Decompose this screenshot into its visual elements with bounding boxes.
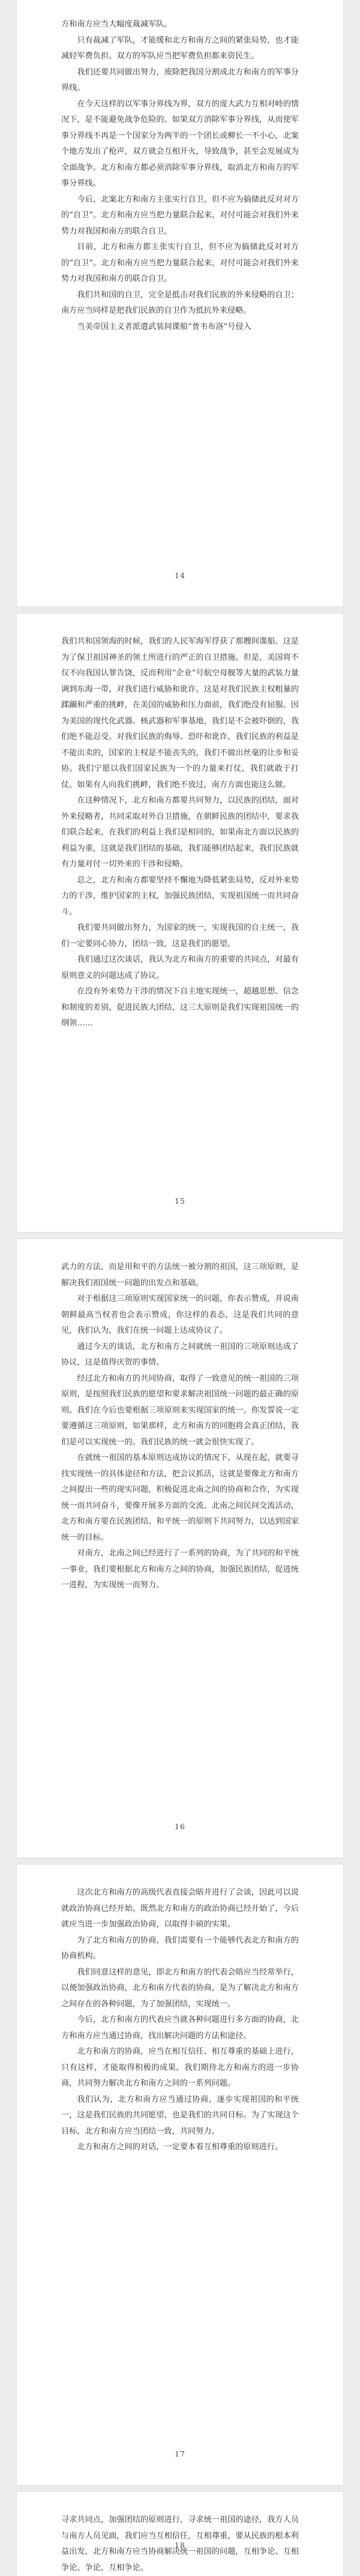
- paragraph: 今后，北方和南方的代表应当就各种问题进行多方面的协商，北方和南方应当通过协商，找出解决问题的方法和途径。: [61, 2015, 299, 2041]
- paragraph: 我们同意这样的意见，即北方和南方的代表会晤应当经常举行，以便加强政治协商，北方和南方代表的协商，是为了解决北方和南方之间存在的各种问题，为了加强团结，实现统一。: [61, 1967, 299, 2009]
- paragraph: 只有裁减了军队，才能缓和北方和南方之间的紧张局势，也才能减轻军费负担。双方的军队应当把军费负担都来资民生。: [61, 35, 299, 61]
- document-page: [17, 0, 343, 606]
- page-number: 17: [175, 2449, 185, 2458]
- paragraph: 寻求共同点，加强团结的原则进行，寻求统一祖国的途径，我方人员与南方人员见面，我们应当互相信任，互相尊重，要从民族的根本利益出发，北方和南方应当协商解决统一祖国的问题，互相争论、互相争论、争论，互相争论。: [61, 2515, 299, 2572]
- paragraph: 我们还要共同做出努力，废除把我国分割成北方和南方的军事分界线。: [61, 67, 299, 92]
- paragraph: 我们要共同做出努力，为国家的统一，实现我国的自主统一，我们一定要同心协力，团结一致，这是我们的愿望。: [61, 923, 299, 949]
- paragraph: 目前，北方和南方都主张实行自卫，但不应为搞储此反对对方的“自卫”。北方和南方应当把力量联合起来，对付可能会对我们外来势力对我国和南方的联合自卫。: [61, 243, 299, 283]
- paragraph: 对南方，北南之间已经进行了一系列的协商，为了共同的和平统一事业，我们要根据北方和南方之间的协商，加强民族团结，促进统一进程，为实现统一而努力。: [61, 1549, 299, 1590]
- paragraph: 总之，北方和南方都要坚持不懈地为降低紧张局势，反对外来势力的干涉，维护国家的主权，加强民族团结，实现祖国统一而共同奋斗。: [61, 875, 299, 917]
- paragraph: 通过今天的谈话，北方和南方之间就统一祖国的三项原则达成了协议，这是值得庆贺的事情。: [61, 1342, 299, 1367]
- paragraph: 当美帝国主义者派遣武装间谍船“普韦布洛”号侵入: [77, 322, 251, 331]
- paragraph: 在今天这样的以军事分界线为界，双方的庞大武力互相对峙的情况下，是不能避免战争危险的。如果双方消除军事分界线，从而使军事分界线不再是一个国家分为两半的一个团长或柳长一不小心，北案个地方发出了枪声，双方就会互相开火，导致战争，甚至会发展成为全面战争。北方和南方都必须消除军事分界线，取消北方和南方的军事分界线。: [61, 99, 299, 188]
- paragraph: 对于根据这三项原则实现国家统一的问题，你表示赞成，并说南朝鲜最高当权者也会表示赞成，你这样的表态，这是我们共同的意见，我们认为，我们在统一问题上达成协议了。: [61, 1294, 299, 1335]
- paragraph: 今后，北案北方和南方主张实行自卫，但不应为搞储此反对对方的“自卫”。北方和南方应当把力量联合起来，对付可能会对我们外来势力对我国和南方的联合自卫。: [61, 195, 299, 236]
- document-page: [17, 1239, 343, 1857]
- paragraph: 为了北方和南方的协商，我们需要有一个能够代表北方和南方的协商机构。: [61, 1935, 299, 1961]
- paragraph: 在没有外来势力干涉的情况下自主地实现统一，超越思想、信念和制度的差别，促进民族大团结，这三大原则是我们实现祖国统一的纲领……: [61, 987, 299, 1028]
- paragraph: 我们共和国的自卫，完全是抵击对我们民族的外来侵略的自卫；南方应当同样是把我们民族的自卫作为抵抗外来侵略。: [61, 290, 299, 315]
- page-number: 15: [175, 1196, 185, 1205]
- page-number: 14: [175, 571, 185, 580]
- paragraph: 在就统一祖国的基本原则达成协议的情况下，从现在起，就要寻找实现统一的具体途径和方法，把会议抓活，这就是要像北方和南方之间提出一些的现实问题，积极促进北南之间的协商和合作，为实现统一而共同奋斗，要像开展多方面的交流、北南之间民间交流活动，北方和南方要在民族团结、和平统一的原则下共同努力，以达到国家统一的目标。: [61, 1453, 299, 1542]
- paragraph: 我们通过这次谈话，我认为北方和南方的重要的共同点，对最有原则意义的问题达成了协议。: [61, 955, 299, 980]
- document-page: [17, 2492, 343, 2576]
- paragraph: 方和南方应当大幅度裁减军队。: [61, 20, 172, 29]
- page-number: 18: [175, 2541, 185, 2550]
- paragraph: 北方和南方之间的对话，一定要本着互相尊重的原则进行。: [77, 2143, 283, 2152]
- paragraph: 这次北方和南方的高级代表直接会晤并进行了会谈，因此可以说就政治协商已经开始。既然北方和南方的政治协商已经开始了，今后就应当进一步加强政治协商，以取得丰硕的实果。: [61, 1888, 299, 1929]
- paragraph: 北方和南方的协商，应当在相互信任、相互尊重的基础上进行，只有这样，才能取得积极的成果。我们期待北方和南方的进一步协商，共同努力解决北方和南方之间的一系列问题。: [61, 2047, 299, 2088]
- paragraph: 武力的方法，而是用和平的方法统一被分割的祖国，这三项原则，是解决我们祖国统一问题的出发点和基础。: [61, 1262, 299, 1288]
- document-page: [17, 1865, 343, 2485]
- page-number: 16: [175, 1822, 185, 1831]
- paragraph: 在这种情况下，北方和南方都要共同努力，以民族的团结，面对外来侵略者，共同采取对外自卫措施，在朝鲜民族的团结中，要求我们联合起来，在我们的利益上我们是相同的，如果南北方面以民族的利益为重，这就是我们团结的基础，我们能够团结起来，我们民族就有力量对付一切外来的干涉和侵略。: [61, 796, 299, 869]
- document-page: [17, 614, 343, 1232]
- paragraph: 我们共和国领海的时候，我们的人民军海军俘获了那艘间谍船。这是为了保卫祖国神圣的领土所进行的严正的自卫措施。但是，美国将不仅不向我国认罪告饶，反而利用“企业”号航空母舰等大量的武装力量调到东海一带，对我们进行威胁和讹诈。这是对我们民族主权粗暴的蹂躏和严重的挑衅，在美国的威胁和压力面前，我们绝没有屈服。因为美国的现代化武器、核武器和军事基地，我们是不会被吓倒的，我们绝不能忍受。对我们民族的侮辱、恐吓和讹诈，我们民族的利益是不能出卖的，国家的主权是不能丧失的，我们不做出丝毫的让步和妥协。我们宁愿以我们国家民族为一个的力量来打仗，我们就敢于打仗。如果有人向我们挑衅，我们绝不放过，南方方面也能这么做。: [61, 637, 299, 789]
- paragraph: 经过北方和南方的共同协商，取得了一致意见的统一祖国的三项原则，是按照我们民族的愿望和要求解决祖国统一问题的最正确的原则。我们在今后也要根据三项原则来实现国家的统一。你发誓说一定要遵循这三项原则，如果那样，北方和南方的同胞将会真正团结，我们是可以实现统一的。我们民族的统一就会很快实现了。: [61, 1374, 299, 1447]
- paragraph: 我们认为，北方和南方应当通过协商，逐步实现祖国的和平统一，这是我们民族的共同愿望，也是我们的共同目标。为了实现这个目标，北方和南方应当团结一致，共同努力。: [61, 2095, 299, 2136]
